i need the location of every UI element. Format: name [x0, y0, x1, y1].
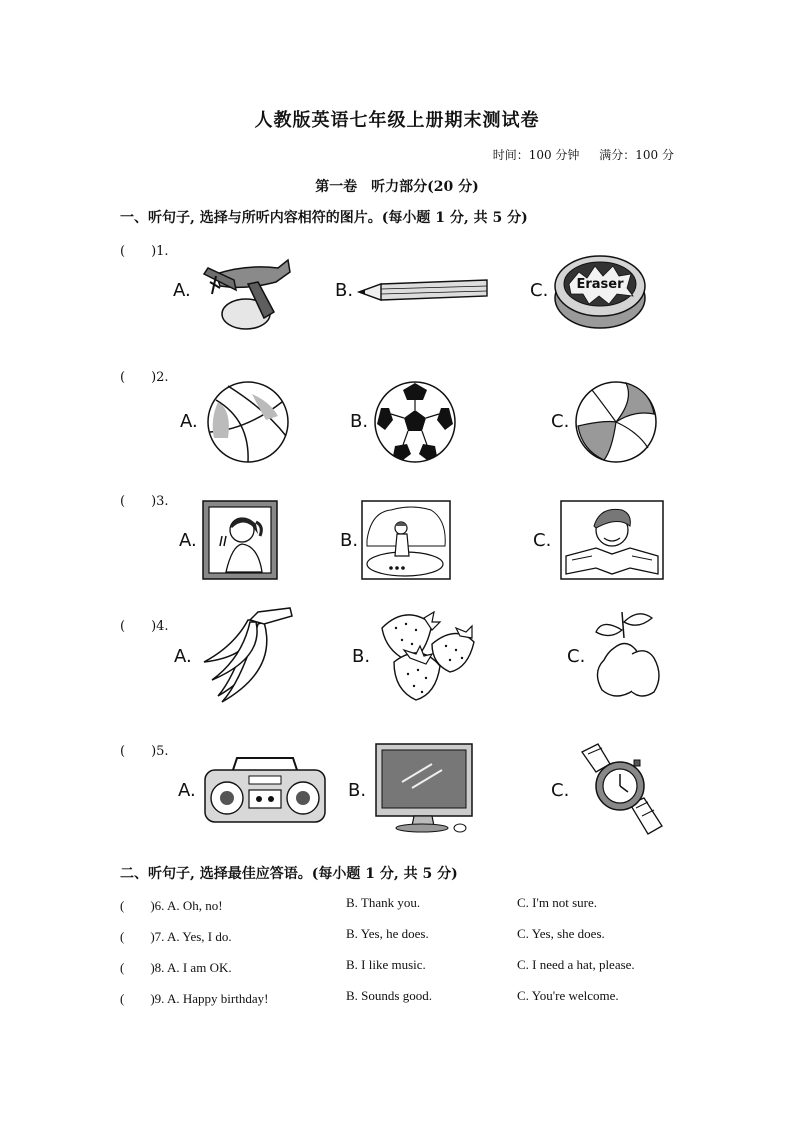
- question-number-answer-a: ( )7. A. Yes, I do.: [120, 929, 232, 944]
- strawberries-icon: [376, 608, 480, 702]
- option-label: B.: [352, 646, 371, 667]
- answer-c: C. I need a hat, please.: [517, 957, 635, 972]
- answer-b: B. Thank you.: [346, 895, 421, 910]
- option-label: B.: [350, 411, 369, 432]
- option-label: B.: [340, 530, 359, 551]
- question-number-answer-a: ( )6. A. Oh, no!: [120, 898, 223, 913]
- option-label: B.: [348, 780, 367, 801]
- option-label: A.: [180, 411, 198, 432]
- pencil-icon: [357, 278, 489, 302]
- exam-score: 满分：100 分: [599, 148, 674, 162]
- option-label: C.: [567, 646, 586, 667]
- exam-meta: [493, 146, 674, 163]
- boy-playing-outdoors-icon: [361, 500, 451, 580]
- boy-reading-newspaper-icon: [560, 500, 664, 580]
- question-number: ( )3.: [120, 494, 169, 509]
- option-label: C.: [551, 411, 570, 432]
- answer-c: C. Yes, she does.: [517, 926, 605, 941]
- basketball-icon: [206, 380, 290, 464]
- question-number: ( )4.: [120, 619, 169, 634]
- soccer-ball-icon: [373, 380, 457, 464]
- question-number: ( )5.: [120, 744, 169, 759]
- answer-c: C. I'm not sure.: [517, 895, 597, 910]
- computer-monitor-icon: [372, 742, 474, 836]
- option-label: C.: [551, 780, 570, 801]
- eraser-label: Eraser: [576, 277, 624, 292]
- watch-icon: [576, 742, 664, 836]
- pears-icon: [592, 608, 662, 704]
- option-label: C.: [533, 530, 552, 551]
- section2-heading: 二、听句子, 选择最佳应答语。(每小题 1 分, 共 5 分): [120, 866, 458, 882]
- question-number-answer-a: ( )9. A. Happy birthday!: [120, 991, 269, 1006]
- girl-photo-icon: [202, 500, 278, 580]
- question-number-answer-a: ( )8. A. I am OK.: [120, 960, 232, 975]
- question-number: ( )2.: [120, 370, 169, 385]
- part-title: 第一卷 听力部分(20 分): [315, 179, 479, 195]
- answer-b: B. Sounds good.: [346, 988, 432, 1003]
- volleyball-icon: [574, 380, 658, 464]
- option-label: A.: [174, 646, 192, 667]
- airplane-icon: [196, 246, 296, 332]
- section1-heading: 一、听句子, 选择与所听内容相符的图片。(每小题 1 分, 共 5 分): [120, 210, 528, 226]
- eraser-icon: [551, 248, 649, 332]
- radio-icon: [203, 756, 327, 824]
- question-number: ( )1.: [120, 244, 169, 259]
- option-label: A.: [179, 530, 197, 551]
- option-label: C.: [530, 280, 549, 301]
- answer-c: C. You're welcome.: [517, 988, 619, 1003]
- answer-b: B. Yes, he does.: [346, 926, 429, 941]
- option-label: A.: [173, 280, 191, 301]
- option-label: B.: [335, 280, 354, 301]
- page-title: 人教版英语七年级上册期末测试卷: [254, 110, 540, 131]
- answer-b: B. I like music.: [346, 957, 426, 972]
- option-label: A.: [178, 780, 196, 801]
- bananas-icon: [198, 606, 296, 704]
- exam-time: 时间：100 分钟: [492, 148, 580, 162]
